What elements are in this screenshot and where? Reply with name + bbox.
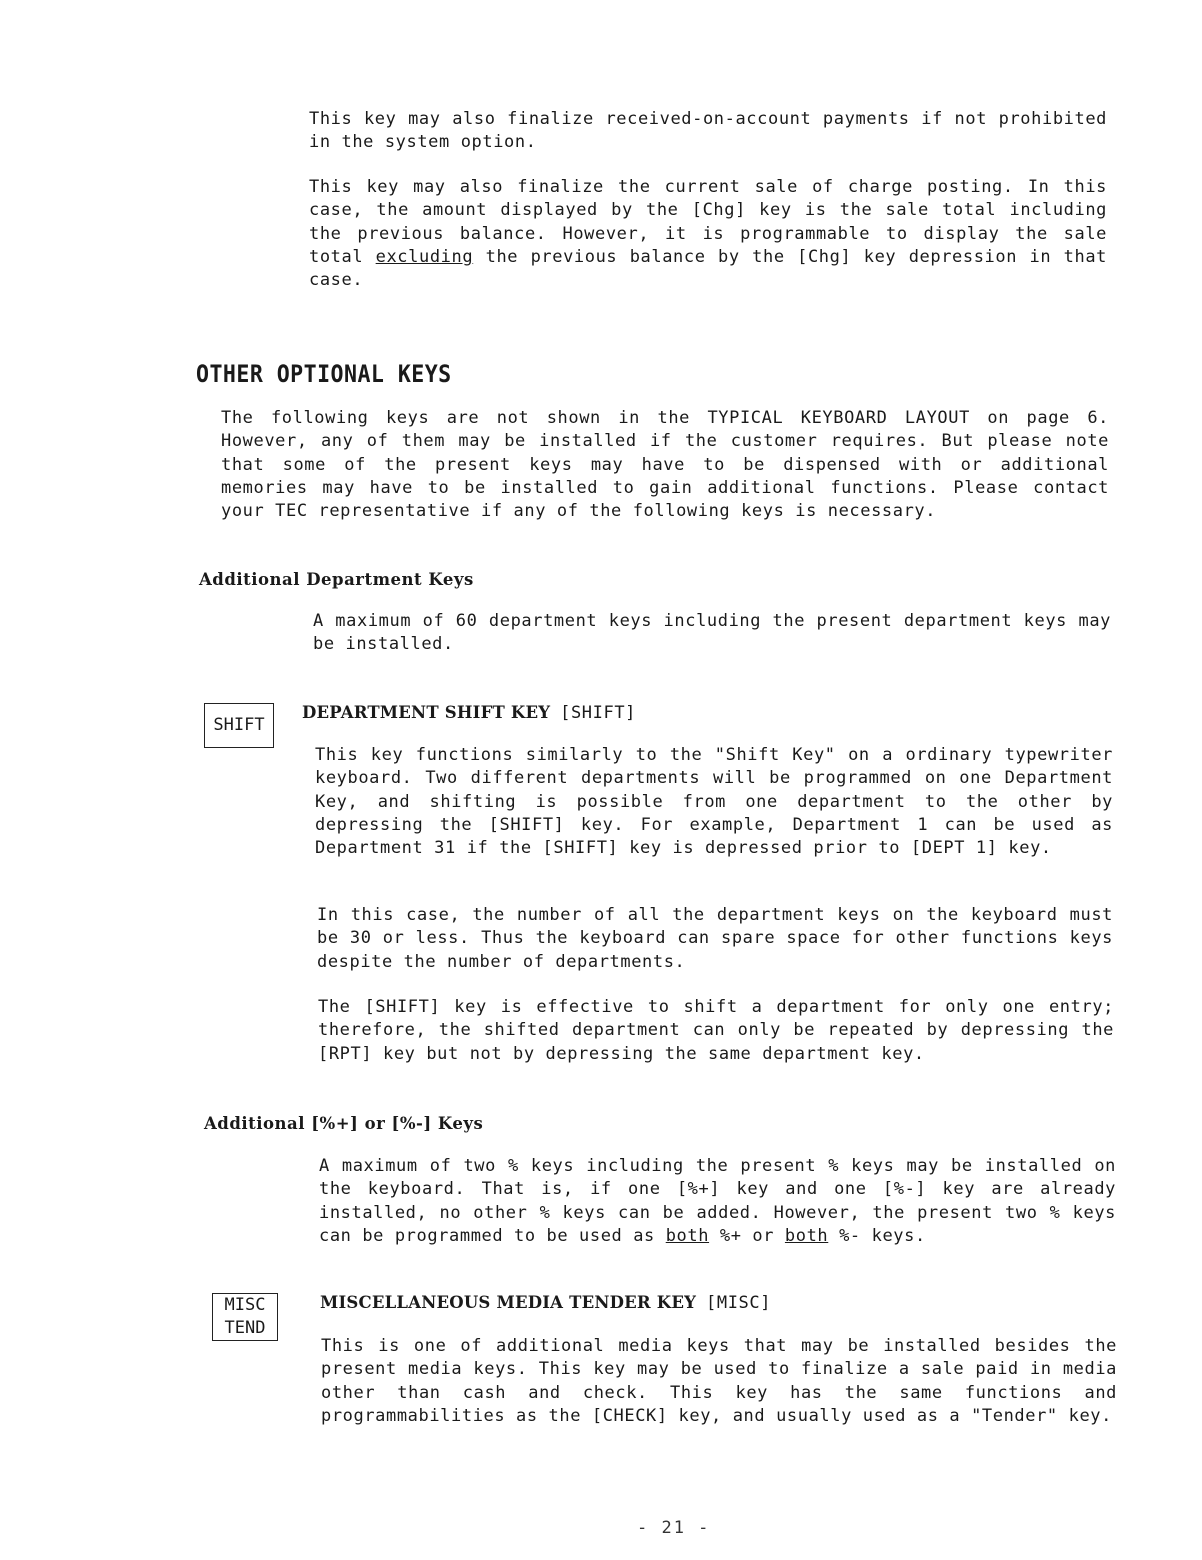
both-underlined-1: both: [665, 1225, 710, 1246]
percent-text-part-c: %- keys.: [828, 1225, 926, 1246]
heading-additional-percent-keys: Additional [%+] or [%-] Keys: [204, 1114, 484, 1133]
misc-tender-key-heading: [320, 1293, 771, 1313]
percent-text-part-a: A maximum of two % keys including the present % keys may be installed on the keyboard. That is, if one [%+] key and one [%-] key are already installed, no other % keys can be added. However, the present two % keys can be programmed to be used as: [319, 1156, 1116, 1246]
section-title-other-optional-keys: OTHER OPTIONAL KEYS: [196, 360, 452, 388]
misc-tend-keycap-line-2: TEND: [224, 1318, 266, 1338]
other-optional-keys-description: The following keys are not shown in the TYPICAL KEYBOARD LAYOUT on page 6. However, any of them may be installed if the customer requires. But please note that some of the present keys may have to be dispensed with or additional memories may have to be installed to gain additional functions. Please contact your TEC representative if any of the following keys is necessary.: [221, 408, 1109, 522]
additional-department-keys-text: A maximum of 60 department keys including the present department keys may be installed.: [313, 611, 1111, 655]
misc-tend-keycap-line-1: MISC: [224, 1295, 266, 1315]
department-shift-key-heading: [302, 703, 636, 723]
intro-paragraph-2-start: This key may also finalize the current sale of charge posting. In this case, the amount displayed by the [Chg] key is the sale total including the previous balance. However, it is programmable to display the sale total: [309, 177, 1107, 267]
department-shift-key-paragraph-3: The [SHIFT] key is effective to shift a department for only one entry; therefore, the shifted department can only be repeated by depressing the [RPT] key but not by depressing the same department key.: [318, 997, 1114, 1064]
department-shift-key-title: DEPARTMENT SHIFT KEY: [302, 703, 551, 722]
department-shift-key-paragraph-2: In this case, the number of all the department keys on the keyboard must be 30 or less. Thus the keyboard can spare space for other functions keys despite the number of departments.: [317, 905, 1113, 972]
percent-text-part-b: %+ or: [709, 1225, 785, 1246]
shift-keycap: [204, 703, 274, 748]
heading-additional-department-keys: Additional Department Keys: [199, 570, 474, 589]
page-number: - 21 -: [637, 1518, 711, 1538]
both-underlined-2: both: [784, 1225, 829, 1246]
intro-paragraph-1: This key may also finalize received-on-account payments if not prohibited in the system option.: [309, 109, 1107, 153]
shift-keycap-label: SHIFT: [213, 715, 265, 735]
department-shift-key-code: [SHIFT]: [560, 703, 636, 723]
excluding-underlined: excluding: [375, 246, 474, 267]
misc-tender-key-text: This is one of additional media keys that may be installed besides the present media keys. This key may be used to finalize a sale paid in media other than cash and check. This key has the same functions and programmabilities as the [CHECK] key, and usually used as a "Tender" key.: [321, 1336, 1117, 1426]
intro-paragraph-2-end: the previous balance by the [Chg] key depression in that case.: [309, 246, 1107, 291]
misc-tender-key-title: MISCELLANEOUS MEDIA TENDER KEY: [320, 1293, 697, 1312]
additional-percent-keys-text: [319, 1155, 1116, 1248]
department-shift-key-paragraph-1: This key functions similarly to the "Shift Key" on a ordinary typewriter keyboard. Two different departments will be programmed on one Department Key, and shifting is possible from one department to the other by depressing the [SHIFT] key. For example, Department 1 can be used as Department 31 if the [SHIFT] key is depressed prior to [DEPT 1] key.: [315, 745, 1113, 859]
misc-tender-key-code: [MISC]: [706, 1293, 772, 1313]
misc-tend-keycap: [212, 1293, 278, 1341]
intro-paragraph-2: [309, 176, 1107, 292]
